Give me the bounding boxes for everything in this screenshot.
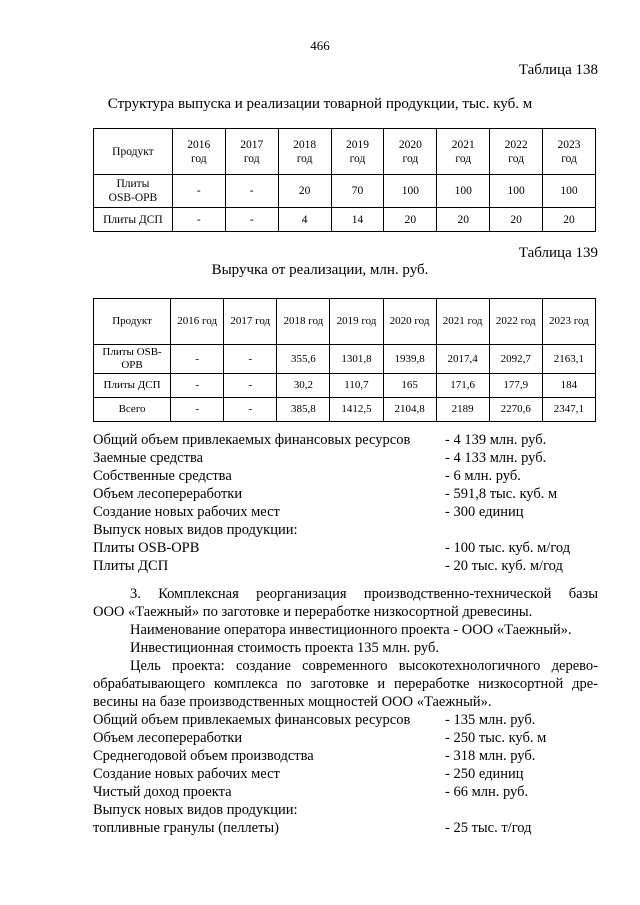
table-cell: 1939,8 [383,345,436,374]
summary-value: - 4 139 млн. руб. [445,432,547,448]
column-header: 2021 год [436,299,489,345]
table-cell: 2017,4 [436,345,489,374]
table-138 [93,128,596,232]
row-label: Плиты ДСП [94,374,171,398]
table-cell: 30,2 [277,374,330,398]
cost-line: Инвестиционная стоимость проекта 135 млн. руб. [130,640,439,656]
table-138-label: Таблица 138 [518,62,598,78]
summary-key: Плиты OSB-OPB [93,540,200,556]
column-header: 2020 год [384,129,437,175]
column-header: 2018 год [277,299,330,345]
column-header: 2023 год [542,299,595,345]
column-header: 2017 год [224,299,277,345]
column-header: 2016 год [172,129,225,175]
summary-key: Заемные средства [93,450,204,466]
summary-value: - 100 тыс. куб. м/год [445,540,571,556]
column-header: 2023 год [543,129,596,175]
table-cell: 2189 [436,398,489,422]
summary-key: Общий объем привлекаемых финансовых ресурсов [93,432,411,448]
table-cell: 2104,8 [383,398,436,422]
table-cell: - [172,208,225,232]
table-cell: 2163,1 [542,345,595,374]
summary-value: - 4 133 млн. руб. [445,450,547,466]
table-139 [93,298,596,422]
table-cell: 100 [384,175,437,208]
table-cell: 171,6 [436,374,489,398]
table-139-label: Таблица 139 [518,245,598,261]
table-cell: 20 [278,175,331,208]
column-header: 2018 год [278,129,331,175]
column-header: 2019 год [330,299,383,345]
table-row [94,208,596,232]
table-row [94,374,596,398]
table-row [94,345,596,374]
summary-key: Объем лесопереработки [93,486,243,502]
table-cell: 20 [437,208,490,232]
section-heading-line: ООО «Таежный» по заготовке и переработке низкосортной древесины. [93,604,533,620]
summary-key: Собственные средства [93,468,232,484]
goal-line: весины на базе производственных мощностей ООО «Таежный». [93,694,492,710]
table-cell: 100 [543,175,596,208]
table-cell: 2092,7 [489,345,542,374]
table-row-total [94,398,596,422]
table-cell: 20 [490,208,543,232]
table-cell: 100 [437,175,490,208]
summary-value: - 300 единиц [445,504,524,520]
page-number: 466 [310,38,330,53]
table-cell: - [224,345,277,374]
table-cell: 100 [490,175,543,208]
summary-value: - 250 единиц [445,766,524,782]
table-cell: 184 [542,374,595,398]
table-cell: - [225,175,278,208]
goal-line: Цель проекта: создание современного высокотехнологичного дерево- [130,658,598,674]
column-header: 2022 год [489,299,542,345]
table-row [94,175,596,208]
summary-value: - 20 тыс. куб. м/год [445,558,563,574]
column-header: 2019 год [331,129,384,175]
summary-key: топливные гранулы (пеллеты) [93,820,280,836]
row-label: Всего [94,398,171,422]
summary-key: Выпуск новых видов продукции: [93,802,298,818]
table-139-title: Выручка от реализации, млн. руб. [211,262,429,278]
column-header: 2022 год [490,129,543,175]
table-cell: 20 [543,208,596,232]
column-header: Продукт [94,129,173,175]
section-3-body [93,585,598,711]
column-header: 2021 год [437,129,490,175]
table-cell: - [224,398,277,422]
goal-line: обрабатывающего комплекса по заготовке и переработке низкосортной дре- [93,676,598,692]
table-cell: 14 [331,208,384,232]
table-cell: 355,6 [277,345,330,374]
summary-value: - 318 млн. руб. [445,748,536,764]
summary-key: Создание новых рабочих мест [93,766,280,782]
summary-value: - 66 млн. руб. [445,784,529,800]
table-header-row [94,129,596,175]
table-cell: 385,8 [277,398,330,422]
table-cell: 1412,5 [330,398,383,422]
table-cell: 110,7 [330,374,383,398]
summary-value: - 135 млн. руб. [445,712,536,728]
summary-value: - 6 млн. руб. [445,468,521,484]
table-cell: 177,9 [489,374,542,398]
table-header-row [94,299,596,345]
column-header: 2016 год [171,299,224,345]
table-cell: 2270,6 [489,398,542,422]
table-cell: 4 [278,208,331,232]
table-cell: - [172,175,225,208]
table-cell: 70 [331,175,384,208]
table-cell: - [171,374,224,398]
row-label: Плиты OSB- OPB [94,345,171,374]
operator-line: Наименование оператора инвестиционного проекта - ООО «Таежный». [130,622,572,638]
column-header: 2017 год [225,129,278,175]
table-cell: 20 [384,208,437,232]
summary-key: Общий объем привлекаемых финансовых ресурсов [93,712,411,728]
summary-value: - 25 тыс. т/год [445,820,532,836]
table-cell: 165 [383,374,436,398]
summary-value: - 250 тыс. куб. м [445,730,547,746]
table-cell: - [225,208,278,232]
column-header: Продукт [94,299,171,345]
column-header: 2020 год [383,299,436,345]
summary-key: Создание новых рабочих мест [93,504,280,520]
row-label: Плиты ДСП [94,208,173,232]
table-cell: 1301,8 [330,345,383,374]
summary-key: Плиты ДСП [93,558,169,574]
table-138-title: Структура выпуска и реализации товарной продукции, тыс. куб. м [107,96,533,112]
table-cell: - [171,398,224,422]
table-cell: - [171,345,224,374]
table-cell: 2347,1 [542,398,595,422]
row-label: Плиты OSB-OPB [94,175,173,208]
section-heading-line: 3. Комплексная реорганизация производственно-технической базы [130,586,598,602]
table-cell: - [224,374,277,398]
summary-value: - 591,8 тыс. куб. м [445,486,558,502]
summary-key: Объем лесопереработки [93,730,243,746]
summary-key: Среднегодовой объем производства [93,748,314,764]
summary-key: Выпуск новых видов продукции: [93,522,298,538]
summary-key: Чистый доход проекта [93,784,232,800]
